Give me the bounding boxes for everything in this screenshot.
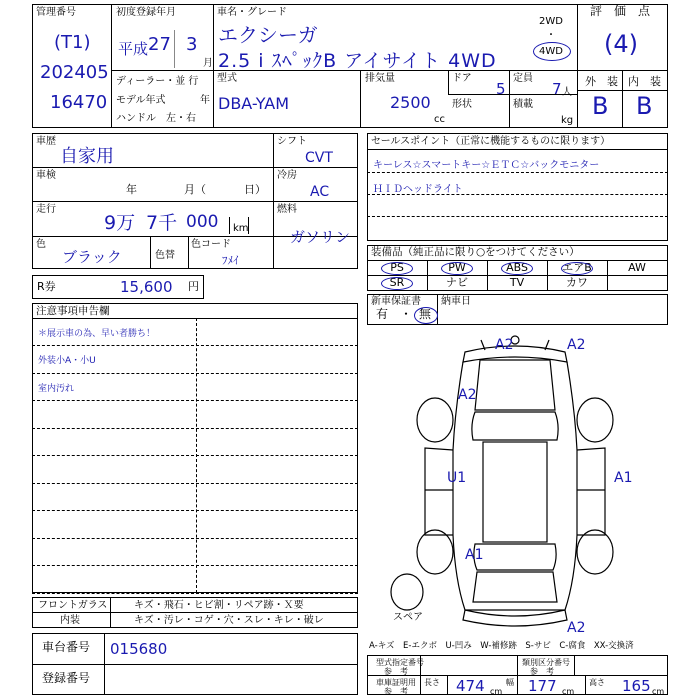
damage-mark: A2 (567, 620, 586, 636)
length-label: 長さ (424, 678, 440, 687)
length-value: 474 (456, 677, 485, 695)
equipment-item: ナビ (446, 276, 468, 289)
mgmt-label: 管理番号 (36, 7, 76, 18)
height-label: 高さ (589, 678, 605, 687)
spare-label: スペア (393, 612, 423, 623)
model-year-label: モデル年式 (116, 95, 166, 106)
int-grade: B (636, 92, 653, 120)
mileage-rest: 000 (186, 212, 219, 232)
color-value: ブラック (62, 248, 122, 266)
equipment-item: カワ (566, 276, 588, 289)
history-value: 自家用 (60, 146, 114, 167)
yen-unit: 円 (188, 280, 199, 293)
notes-title: 注意事項申告欄 (36, 305, 110, 317)
equipment-item: SR (389, 276, 405, 289)
int-label: 内 装 (628, 75, 661, 88)
era: 平成 (118, 40, 149, 58)
mgmt-no1: 202405 (40, 62, 109, 83)
note-line-2: 外装小A・小U (38, 356, 96, 366)
equipment-circle (381, 277, 413, 290)
width-value: 177 (528, 677, 557, 695)
equipment-item: PS (390, 261, 404, 274)
equipment-circle (561, 262, 593, 275)
note-rule (32, 428, 358, 429)
width-unit: cm (562, 687, 575, 696)
damage-mark: U1 (447, 470, 467, 486)
equipment-item: ABS (506, 261, 528, 274)
mgmt-t: (T1) (54, 32, 91, 53)
drive-4wd: 4WD (539, 46, 563, 57)
reg-year: 27 (148, 34, 171, 55)
mileage-label: 走行 (36, 204, 56, 215)
score-label: 評 価 点 (590, 4, 651, 18)
ac-value: AC (310, 184, 330, 200)
month-unit: 月 (203, 58, 213, 69)
note-rule (32, 455, 358, 456)
mileage-man: 9万 (104, 212, 136, 234)
equipment-item: エアB (562, 261, 592, 274)
note-rule (32, 510, 358, 511)
note-rule (32, 538, 358, 539)
recycle-label: R券 (37, 280, 56, 293)
load-label: 積載 (513, 99, 533, 110)
door-label: ドア (452, 73, 472, 84)
model-value: DBA-YAM (218, 94, 290, 113)
handle-label: ハンドル 左・右 (116, 113, 196, 124)
insp-year: 年 (126, 183, 137, 196)
capacity-value: 7 (552, 80, 562, 98)
type-spec-label: 型式指定番号 (376, 658, 424, 667)
kg-unit: kg (561, 115, 574, 126)
reg-month: 3 (186, 34, 198, 55)
recycle-frame (32, 275, 204, 299)
interior-items: キズ・汚レ・コゲ・穴・スレ・キレ・破レ (134, 615, 324, 626)
history-label: 車歴 (36, 136, 56, 147)
height-unit: cm (652, 687, 665, 696)
cert-label: 車庫証明用 (376, 678, 416, 687)
equipment-circle (381, 262, 413, 275)
note-rule (32, 400, 358, 401)
repaint-label: 色替 (155, 250, 175, 261)
height-value: 165 (622, 677, 651, 695)
note-rule (32, 593, 358, 594)
insp-month: 月（ (184, 183, 206, 196)
drive-dot: ・ (546, 30, 556, 41)
damage-legend: A-キズ E-エクボ U-凹み W-補修跡 S-サビ C-腐食 XX-交換済 (369, 641, 634, 651)
model-label: 型式 (217, 73, 237, 84)
shift-label: シフト (277, 136, 307, 147)
reg-no-label: 登録番号 (42, 671, 91, 685)
note-line-3: 室内汚れ (38, 384, 75, 394)
class-label: 類別区分番号 (522, 658, 570, 667)
equipment-title: 装備品（純正品に限り○をつけてください） (371, 246, 580, 258)
car-name-label: 車名・グレード (217, 7, 287, 18)
warranty-none: 無 (419, 307, 432, 321)
warranty-value: 有 ・ (376, 307, 413, 321)
insp-day: 日） (244, 183, 266, 196)
width-label: 幅 (506, 678, 514, 687)
delivery-label: 納車日 (441, 296, 471, 307)
warranty-none-circle (414, 307, 438, 324)
fuel-value: ガソリン (290, 228, 351, 246)
equipment-item: TV (509, 276, 525, 289)
displacement-value: 2500 (390, 93, 431, 112)
shape-label: 形状 (452, 99, 472, 110)
equipment-circle (501, 262, 533, 275)
inspection-label: 車検 (36, 170, 56, 181)
score-value: (4) (604, 30, 638, 58)
ext-label: 外 装 (585, 75, 618, 88)
selling-title: セールスポイント（正常に機能するものに限ります） (371, 136, 611, 147)
ext-grade: B (592, 92, 609, 120)
grade: 2.5 i ｽﾍﾟｯｸB アイサイト 4WD (218, 50, 497, 72)
shift-value: CVT (305, 150, 333, 166)
damage-mark: A2 (458, 387, 477, 403)
warranty-label: 新車保証書 (371, 296, 421, 307)
equipment-circle (441, 262, 473, 275)
chassis-value: 015680 (110, 640, 168, 658)
doors-value: 5 (496, 80, 506, 98)
equipment-item: PW (448, 261, 466, 274)
length-unit: cm (490, 687, 503, 696)
car-name: エクシーガ (218, 23, 318, 47)
ac-label: 冷房 (277, 170, 297, 181)
dealer-label: ディーラー・並 行 (116, 76, 199, 87)
fuel-label: 燃料 (277, 204, 297, 215)
drive-2wd: 2WD (539, 16, 563, 27)
displacement-label: 排気量 (365, 73, 395, 84)
equipment-item: AW (628, 261, 646, 274)
chassis-label: 車台番号 (42, 640, 91, 654)
mgmt-no2: 16470 (50, 92, 108, 113)
note-rule (32, 373, 358, 374)
note-rule (32, 565, 358, 566)
drive-4wd-circle (533, 42, 571, 61)
damage-mark: A2 (567, 337, 586, 353)
selling-line-1: キーレス☆スマートキー☆ＥＴＣ☆バックモニター (373, 160, 600, 171)
year-unit: 年 (200, 95, 210, 106)
cc-unit: cc (434, 114, 445, 125)
note-line-1: ＊展示車の為、早い者勝ち！ (38, 329, 156, 339)
color-code: ﾌﾒｲ (222, 254, 239, 267)
interior-label: 内装 (60, 615, 80, 626)
notes-frame (32, 303, 358, 593)
type-spec-ref: 参 考 (384, 667, 408, 676)
capacity-unit: 人 (562, 87, 572, 98)
damage-mark: A1 (465, 547, 484, 563)
capacity-label: 定員 (513, 73, 533, 84)
color-code-label: 色コード (191, 239, 231, 250)
km-unit: km (233, 223, 249, 234)
mileage-sen: 7千 (146, 212, 178, 234)
note-rule (32, 483, 358, 484)
selling-line-2: ＨＩＤヘッドライト (373, 184, 463, 195)
recycle-value: 15,600 (120, 278, 173, 296)
glass-label: フロントガラス (38, 600, 108, 611)
damage-mark: A1 (614, 470, 633, 486)
first-reg-label: 初度登録年月 (116, 7, 176, 18)
damage-mark: A2 (495, 337, 514, 353)
car-diagram (385, 330, 645, 635)
note-rule (32, 345, 358, 346)
cert-ref: 参 考 (384, 687, 408, 696)
class-ref: 参 考 (530, 667, 554, 676)
glass-items: キズ・飛石・ヒビ割・リペア跡・Ｘ要 (134, 600, 304, 611)
color-label: 色 (36, 239, 46, 250)
